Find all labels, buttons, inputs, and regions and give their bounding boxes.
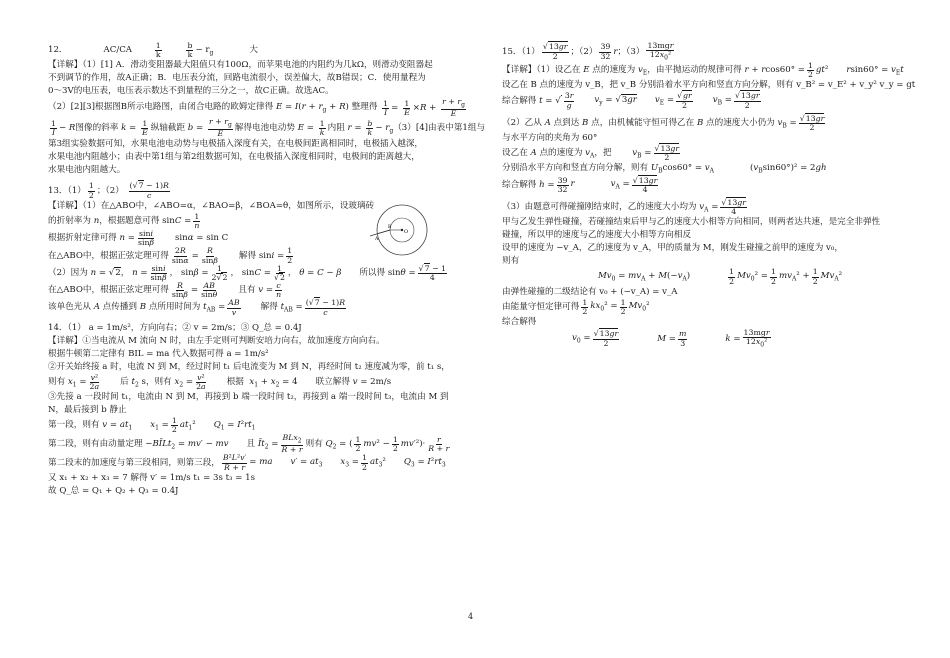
q14-detail-6: N，最后接到 b 静止 bbox=[48, 405, 127, 416]
q13-detail-5: （2）因为 n = √2， n = $\frac{\sin i}{\sin\beta}$ ， sinβ = $\frac{1}{2√2}$ ， sinC = $\frac{1}{√2}$ ， θ = C − β 所以得 sinθ = $\frac{√7 - 1}{4}$ bbox=[48, 263, 447, 282]
q12-detail-6: 第3组实验数据可知，水果电池电动势与电极插入深度有关，在电极间距离相同时，电极插入越深， bbox=[48, 139, 424, 150]
right-column bbox=[502, 42, 922, 349]
q14-detail-7: 第一段，则有 $v = at_1$ $x_1$ = $\frac{1}{2}$ $at_1^2$ $Q_1 = I^2rt_1$ bbox=[48, 416, 256, 435]
q15-detail-11: 碰撞，所以甲的速度与乙的速度大小相等方向相反 bbox=[502, 230, 692, 241]
q14-detail-3: ②开关始终接 a 时，电流 N 到 M，经过时间 t₁ 后电流变为 M 到 N，再经时间 t₂ 速度减为零，前 t₁ s， bbox=[48, 361, 450, 372]
q12-detail-1: 【详解】（1）[1] A．滑动变阻器最大阻值只有100Ω，而苹果电池的内阻约为几kΩ，则滑动变阻器起 bbox=[48, 60, 433, 71]
q15-detail-10: 甲与乙发生弹性碰撞，若碰撞结束后甲与乙的速度大小相等方向相同，则两者达共速，是完全非弹性 bbox=[502, 217, 881, 228]
q15-detail-12: 设甲的速度为 −v_A，乙的速度为 v_A，甲的质量为 M，刚发生碰撞之前甲的速度为 v₀， bbox=[502, 243, 843, 254]
left-column bbox=[48, 41, 486, 498]
q14-detail-9: 第二段末的加速度与第三段相同，则第三段， $\frac{\text{B²L²v′}}{R + r}$ = ma $v' = at_3$ $x_3$ = $\frac{1}{2}$ $at_3^2$ $Q_3 = I^2rt_3$ bbox=[48, 453, 446, 472]
q15-detail-2: 设乙在 B 点的速度为 v_B，把 v_B 分别沿着水平方向和竖直方向分解，则有 v_B² = v_E² + v_y² v_y = gt bbox=[502, 80, 916, 91]
q15-detail-16: 由能量守恒定律可得 $\frac{1}{2}$ $kx_0^2$ = $\frac{1}{2}$ $Mv_0^2$ bbox=[502, 297, 650, 316]
q15-detail-3: 综合解得 t = √ $\frac{3r}{g}$ $v_y = √3gr$ $v_E$ = $\frac{√gr}{2}$ $v_B$ = $\frac{√13gr}{2}$ bbox=[502, 91, 760, 110]
q15-detail-18: $v_0$ = $\frac{√13gr}{2}$ M = $\frac{m}{3}$ k = $\frac{\text{13mgr}}{12x_0^2}$ bbox=[572, 328, 770, 349]
q12-detail-2: 不到调节的作用，故A正确；B．电压表分流，回路电流很小，误差偏大，故B错误；C．使用量程为 bbox=[48, 73, 426, 84]
q14-detail-11: 故 Q_总 = Q₁ + Q₂ + Q₃ = 0.4J bbox=[48, 485, 179, 496]
q13-detail-7: 该单色光从 A 点传播到 B 点所用时间为 $t_{AB}$ = $\frac{AB}{v}$ 解得 $t_{AB}$ = $\frac{(√7 - 1)R}{c}$ bbox=[48, 298, 346, 317]
q14-detail-8: 第二段，则有由动量定理 −BĪLt$_2$ = mv′ − mv 且 $Īt_2$ = $\frac{BLx_2}{R + r}$ 则有 $Q_2$ = ( $\frac{1}{2}$ mv² − $\frac{1}{2}$ mv′²)· $\frac{r}{R + r}$ bbox=[48, 433, 450, 455]
svg-text:B: B bbox=[388, 225, 392, 230]
q15-detail-14: $Mv_0 = mv_A + M(-v_A)$ $\frac{1}{2}$ $Mv_0^2$ = $\frac{1}{2}$ $mv_A^2$ + $\frac{1}{2}$ $Mv_A^2$ bbox=[598, 267, 843, 286]
q15-detail-17: 综合解得 bbox=[502, 317, 537, 328]
q14-detail-1: 【详解】①当电流从 M 流向 N 时，由左手定则可判断安培力向右，故加速度方向向右。 bbox=[48, 335, 385, 346]
q15-detail-13: 则有 bbox=[502, 256, 520, 267]
q14-detail-2: 根据牛顿第二定律有 BIL = ma 代入数据可得 a = 1m/s² bbox=[48, 348, 269, 359]
q15-detail-7: 分别沿水平方向和竖直方向分解，则有 $U_B\cos 60^\circ = v_A$ $(v_B\sin 60^\circ)^2 = 2gh$ bbox=[502, 163, 827, 176]
q14-detail-5: ③先接 a 一段时间 t₁，电流由 N 到 M，再接到 b 端一段时间 t₂，再接到 a 端一段时间 t₃，电流由 M 到 bbox=[48, 392, 449, 403]
q15-detail-1: 【详解】（1）设乙在 E 点的速度为 $v_E$，由平抛运动的规律可得 r + rcos60° = $\frac{1}{2}$ gt² $rsin60^\circ = v_Et$ bbox=[502, 61, 904, 80]
q13-detail-1: 【详解】（1）在△ABO中，∠ABO=α，∠BAO=β，∠BOA=θ，如图所示，设玻璃砖 bbox=[48, 200, 375, 211]
q15-detail-5: 与水平方向的夹角为 60° bbox=[502, 133, 598, 144]
q13-glass-figure bbox=[368, 200, 430, 262]
svg-text:O: O bbox=[404, 229, 409, 235]
q14-answer: 14．（1） a = 1m/s²，方向向右；② v = 2m/s；③ Q_总 = 0.4J bbox=[48, 322, 302, 333]
q15-detail-15: 由弹性碰撞的二级结论有 v₀ + (−v_A) = v_A bbox=[502, 286, 678, 297]
q13-detail-4: 在△ABO中，根据正弦定理可得 $\frac{2R}{\sin\alpha}$ = $\frac{R}{\sin\beta}$ 解得 sini = $\frac{1}{2}$ bbox=[48, 246, 293, 265]
q15-detail-8: 综合解得 h = $\frac{39}{32}$ r $v_A$ = $\frac{√13gr}{4}$ bbox=[502, 175, 658, 194]
q13-answer: 13．（1） $\frac{1}{2}$ ；（2） $\frac{(√7 - 1)R}{c}$ bbox=[48, 181, 169, 200]
q13-detail-6: 在△ABO中，根据正弦定理可得 $\frac{R}{\sin\beta}$ = $\frac{AB}{\sin\theta}$ 且有 v = $\frac{c}{n}$ bbox=[48, 281, 282, 300]
q14-detail-4: 则有 $x_1$ = $\frac{\text{v²}}{2a}$ 后 $t_2$ s，则有 $x_2$ = $\frac{\text{v²}}{2a}$ 根据 $x_1 + x_2 = 4$ 联立解得 v = 2m/s bbox=[48, 372, 392, 391]
q13-detail-3: 根据折射定律可得 n = $\frac{\sin i}{\sin\beta}$ sinα = sin C bbox=[48, 229, 229, 248]
q12-answer: 12． AC/CA $\frac{1}{k}$ $\frac{b}{k}$ − $r_g$ 大 bbox=[48, 41, 258, 60]
q13-detail-2: 的折射率为 n，根据题意可得 sinC = $\frac{1}{n}$ bbox=[48, 211, 200, 230]
q12-detail-8: 水果电池内阻越大。 bbox=[48, 165, 126, 176]
q12-detail-3: 0～3V的电压表，电压表示数达不到量程的三分之一，故C正确。故选AC。 bbox=[48, 86, 334, 97]
q15-detail-6: 设乙在 A 点的速度为 $v_A$，把 $v_B$ = $\frac{√13gr}{2}$ bbox=[502, 144, 680, 163]
q15-detail-9: （3）由题意可得碰撞刚结束时，乙的速度大小均为 $v_A$ = $\frac{√13gr}{4}$ bbox=[502, 197, 747, 217]
q12-detail-4: （2）[2][3]根据图B所示电路图，由闭合电路的欧姆定律得 $E = I(r + r_g + R)$ 整理得 $\frac{1}{I}$ = $\frac{1}{E}$ ×R + $\frac{r + r_g}{E}$ bbox=[48, 97, 465, 119]
q12-detail-7: 水果电池内阻越小；由表中第1组与第2组数据可知，在电极插入深度相同时，电极间的距离越大， bbox=[48, 152, 420, 163]
q15-detail-4: （2）乙从 A 点到达 B 点，由机械能守恒可得乙在 B 点的速度大小仍为 $v_B$ = $\frac{√13gr}{2}$ bbox=[502, 113, 825, 132]
page-number: 4 bbox=[468, 612, 474, 621]
q12-detail-5: $\frac{1}{I}$ − R图像的斜率 k = $\frac{1}{E}$ 纵轴截距 b = $\frac{r + r_g}{E}$ 解得电池电动势 E = $\frac{1}{k}$ 内阻 r = $\frac{b}{k}$ − $r_g(3)[4]$由表中第1组与 bbox=[51, 117, 486, 139]
q14-detail-10: 又 x₁ + x₂ + x₃ = 7 解得 v′ = 1m/s t₁ = 3s t₃ = 1s bbox=[48, 472, 256, 483]
svg-text:A: A bbox=[375, 237, 379, 242]
q15-answer: 15．（1） $\frac{√13gr}{2}$ ；（2） $\frac{39}{32}$ r；（3） $\frac{\text{13mgr}}{12x_0^2}$ bbox=[502, 41, 674, 62]
